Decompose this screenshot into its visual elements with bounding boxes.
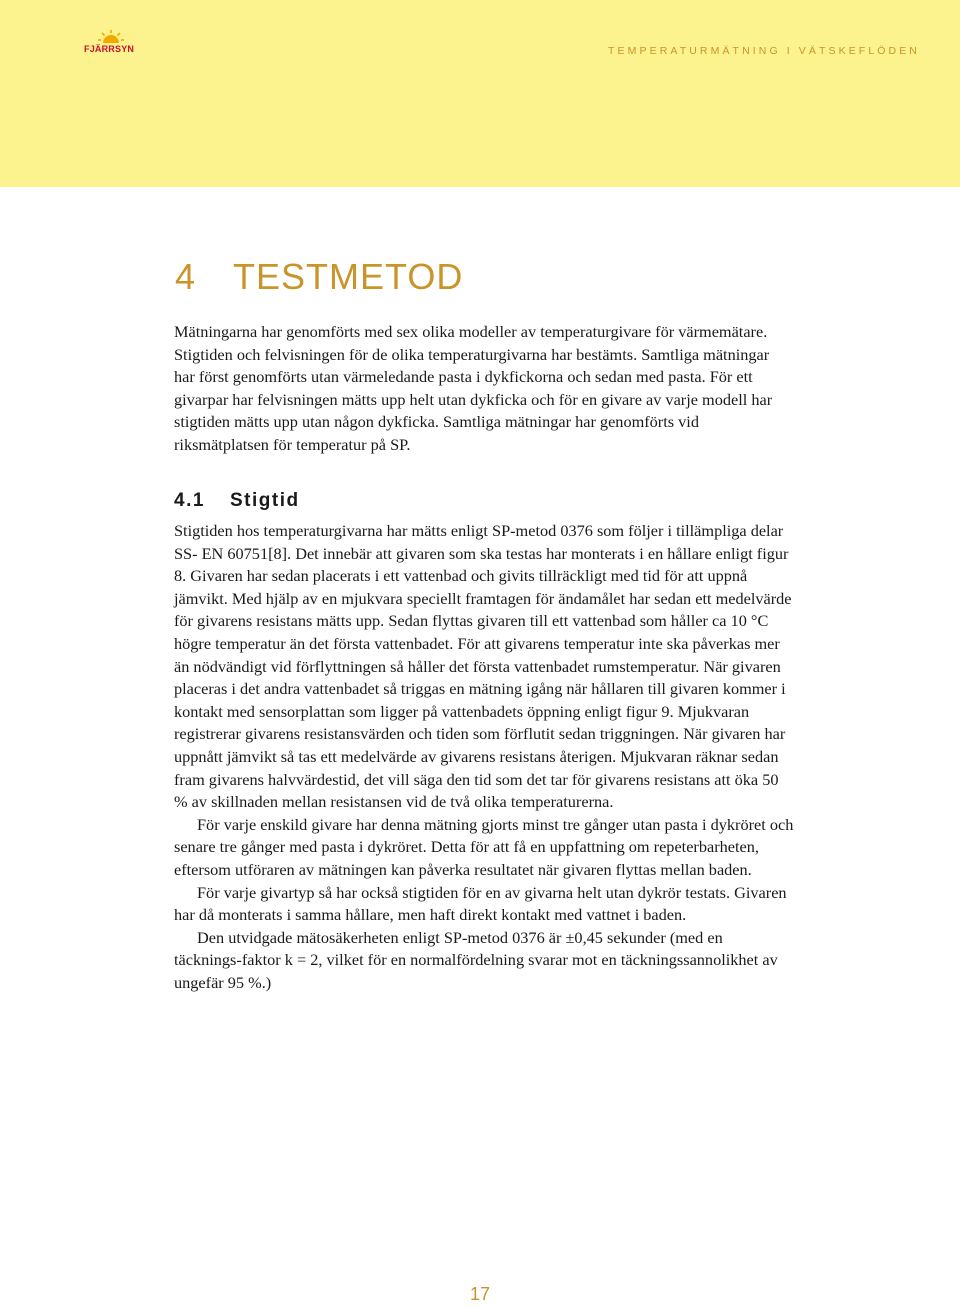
section-number: 4.1 [174, 490, 205, 511]
intro-paragraph: Mätningarna har genomförts med sex olika modeller av temperaturgivare för värmemätare. Stigtiden och felvisningen för de olika temperaturgivarna har bestämts. Samtliga mätningar har först genomförts utan värmeledande pasta i dykfickorna och sedan med pasta. För ett givarpar har felvisningen mätts upp helt utan dykficka och för en givare av varje modell har stigtiden mätts upp utan någon dykficka. Samtliga mätningar har genomförts vid riksmätplatsen för temperatur på SP. [174, 322, 773, 454]
section-stigtid [174, 488, 794, 994]
body-paragraph: Den utvidgade mätosäkerheten enligt SP-metod 0376 är ±0,45 sekunder (med en täcknings-faktor k = 2, vilket för en normalfördelning svarar mot en täckningssannolikhet av ungefär 95 %.) [174, 927, 778, 992]
running-title: TEMPERATURMÄTNING I VÄTSKEFLÖDEN [608, 45, 920, 57]
intro-block [174, 321, 794, 457]
body-paragraph: För varje givartyp så har också stigtiden för en av givarna helt utan dykrör testats. Givaren har då monterats i samma hållare, men haft direkt kontakt med vattnet i baden. [174, 882, 787, 925]
body-paragraph: Stigtiden hos temperaturgivarna har mätts enligt SP-metod 0376 som följer i tillämpliga delar SS- EN 60751[8]. Det innebär att givaren som ska testas har monterats i en hållare enligt figur 8. Givaren har sedan placerats i ett vattenbad och givits tillräckligt med tid för att uppnå jämvikt. Med hjälp av en mjukvara speciellt framtagen för ändamålet har sedan ett medelvärde för givarens resistans mätts upp. Sedan flyttas givaren till ett vattenbad som håller ca 10 °C högre temperatur än det första vattenbadet. För att givarens temperatur inte ska påverkas mer än nödvändigt vid förflyttningen så håller det första vattenbadet rumstemperatur. När givaren placeras i det andra vattenbadet så triggas en mätning igång när hållaren till givaren kommer i kontakt med sensorplattan som ligger på vattenbadets öppning enligt figur 9. Mjukvaran registrerar givarens resistansvärden och tiden som förflutit sedan triggningen. När givaren har uppnått jämvikt så tas ett medelvärde av givarens resistans återigen. Mjukvaran räknar sedan fram givarens halvvärdestid, det vill säga den tid som det tar för givarens resistans att öka 50 % av skillnaden mellan resistansen vid de två olika temperaturerna. [174, 521, 792, 812]
section-heading [174, 488, 794, 514]
fjarrsyn-logo [84, 30, 140, 58]
header-band [0, 0, 960, 187]
section-title: Stigtid [230, 490, 300, 511]
body-paragraph: För varje enskild givare har denna mätning gjorts minst tre gånger utan pasta i dykröret och senare tre gånger med pasta i dykröret. Detta för att få en uppfattning om repeterbarheten, eftersom utföraren av mätningen kan påverka resultatet när givaren flyttas mellan baden. [174, 814, 794, 879]
sun-logo-icon [98, 30, 124, 44]
page-number: 17 [469, 1284, 491, 1304]
chapter-heading [175, 256, 463, 298]
chapter-title: TESTMETOD [233, 256, 464, 297]
logo-text: FJÄRRSYN [84, 44, 135, 54]
chapter-number: 4 [175, 256, 197, 297]
